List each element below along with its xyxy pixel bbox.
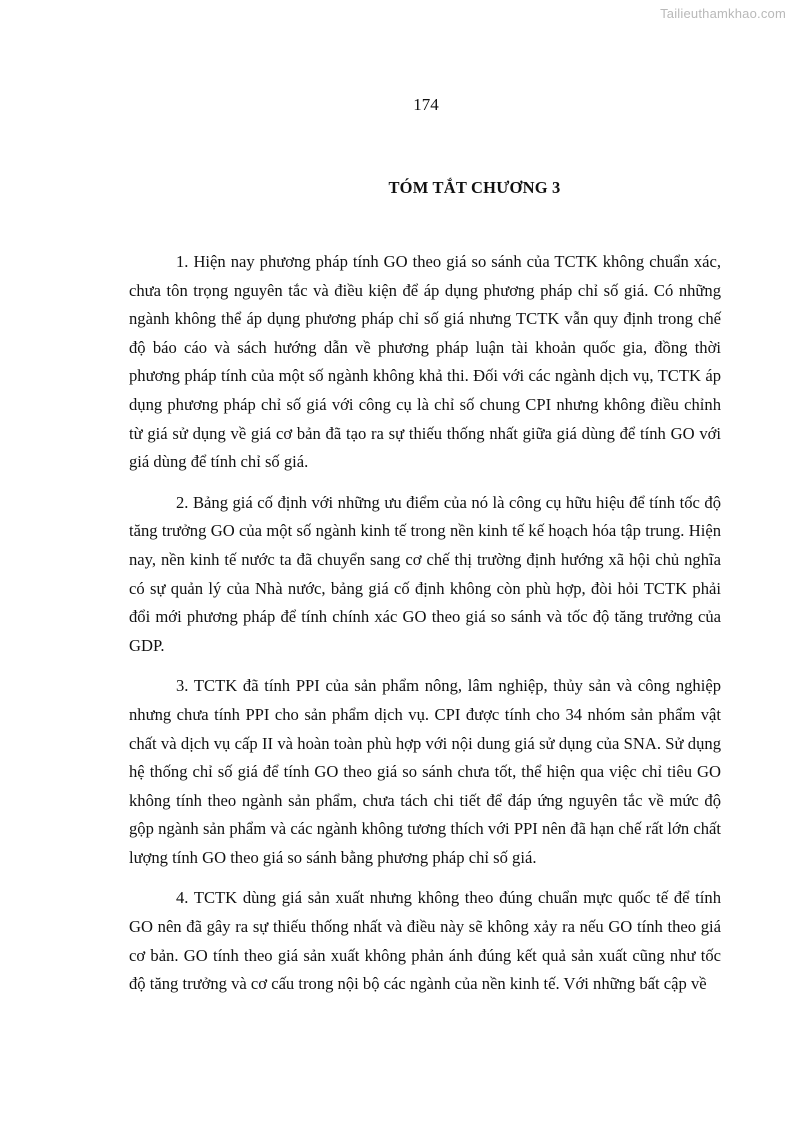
document-body	[129, 248, 721, 1011]
paragraph-3: 3. TCTK đã tính PPI của sản phẩm nông, lâm nghiệp, thủy sản và công nghiệp nhưng chưa tính PPI cho sản phẩm dịch vụ. CPI được tính cho 34 nhóm sản phẩm vật chất và dịch vụ cấp II và hoàn toàn phù hợp với nội dung giá sử dụng của SNA. Sử dụng hệ thống chỉ số giá để tính GO theo giá so sánh chưa tốt, thể hiện qua việc chỉ tiêu GO không tính theo ngành sản phẩm, chưa tách chi tiết để đáp ứng nguyên tắc về mức độ gộp ngành sản phẩm và các ngành không tương thích với PPI nên đã hạn chế rất lớn chất lượng tính GO theo giá so sánh bằng phương pháp chỉ số giá.	[129, 676, 721, 867]
paragraph-1: 1. Hiện nay phương pháp tính GO theo giá so sánh của TCTK không chuẩn xác, chưa tôn trọng nguyên tắc và điều kiện để áp dụng phương pháp chỉ số giá. Có những ngành không thể áp dụng phương pháp chỉ số giá nhưng TCTK vẫn quy định trong chế độ báo cáo và sách hướng dẫn về phương pháp luận tài khoản quốc gia, đồng thời phương pháp tính của một số ngành không khả thi. Đối với các ngành dịch vụ, TCTK áp dụng phương pháp chỉ số giá với công cụ là chỉ số chung CPI nhưng không điều chỉnh từ giá sử dụng về giá cơ bản đã tạo ra sự thiếu thống nhất giữa giá dùng để tính GO với giá dùng để tính chỉ số giá.	[129, 252, 721, 472]
page-number: 174	[413, 95, 439, 114]
paragraph-4: 4. TCTK dùng giá sản xuất nhưng không theo đúng chuẩn mực quốc tế để tính GO nên đã gây ra sự thiếu thống nhất và điều này sẽ không xảy ra nếu GO tính theo giá cơ bản. GO tính theo giá sản xuất không phản ánh đúng kết quả sản xuất cũng như tốc độ tăng trưởng và cơ cấu trong nội bộ các ngành của nền kinh tế. Với những bất cập về	[129, 888, 721, 994]
paragraph-2: 2. Bảng giá cố định với những ưu điểm của nó là công cụ hữu hiệu để tính tốc độ tăng trưởng GO của một số ngành kinh tế trong nền kinh tế kế hoạch hóa tập trung. Hiện nay, nền kinh tế nước ta đã chuyển sang cơ chế thị trường định hướng xã hội chủ nghĩa có sự quản lý của Nhà nước, bảng giá cố định không còn phù hợp, đòi hỏi TCTK phải đổi mới phương pháp để tính chính xác GO theo giá so sánh và tốc độ tăng trưởng của GDP.	[129, 492, 721, 655]
chapter-title: TÓM TẮT CHƯƠNG 3	[388, 178, 561, 197]
watermark-text: Tailieuthamkhao.com	[660, 6, 786, 21]
